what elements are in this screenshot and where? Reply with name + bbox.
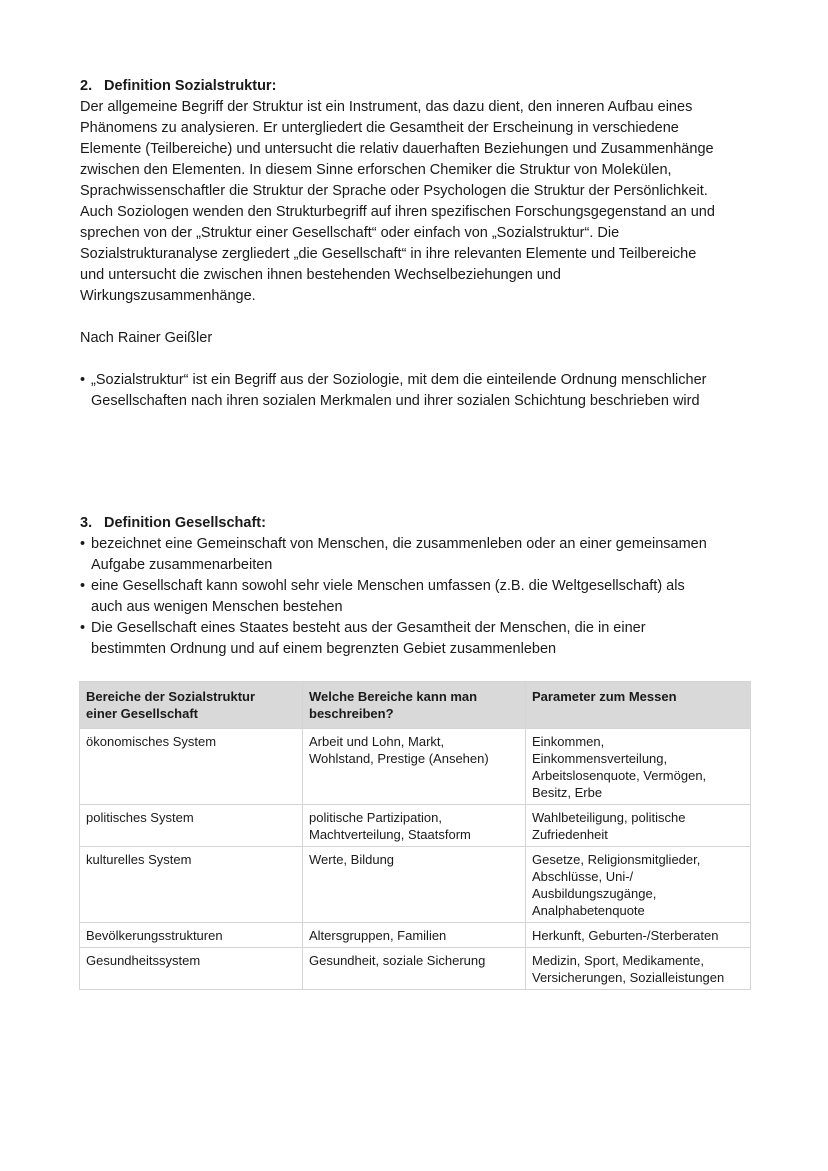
column-header-line: Welche Bereiche kann man — [309, 689, 478, 704]
table-row — [80, 923, 751, 948]
list-item-line: bestimmten Ordnung und auf einem begrenzten Gebiet zusammenleben — [91, 641, 557, 657]
cell-line: Altersgruppen, Familien — [309, 928, 447, 943]
paragraph-line: Der allgemeine Begriff der Struktur ist ein Instrument, das dazu dient, den inneren Aufbau eines — [80, 99, 693, 115]
section-sozialstruktur — [80, 76, 752, 412]
bullet-list — [80, 534, 752, 660]
table-row — [80, 805, 751, 847]
table-row — [80, 729, 751, 805]
cell-line: Gesundheitssystem — [86, 953, 201, 968]
column-header-line: beschreiben? — [309, 706, 394, 721]
table-cell — [303, 847, 526, 923]
list-item-line: • eine Gesellschaft kann sowohl sehr viele Menschen umfassen (z.B. die Weltgesellschaft) als — [91, 578, 685, 594]
table-cell — [80, 729, 303, 805]
section-gesellschaft — [80, 513, 752, 660]
cell-line: Bevölkerungsstrukturen — [86, 928, 223, 943]
list-item — [80, 576, 752, 618]
list-item-line: • Die Gesellschaft eines Staates besteht aus der Gesamtheit der Menschen, die in einer — [91, 620, 646, 636]
cell-line: Wahlbeteiligung, politische — [532, 810, 686, 825]
paragraph-line: Sprachwissenschaftler die Struktur der Sprache oder Psychologen die Struktur der Persönlichkeit. — [80, 183, 708, 199]
paragraph-line: Auch Soziologen wenden den Strukturbegriff auf ihren spezifischen Forschungsgegenstand an und — [80, 204, 715, 220]
list-item-line: Gesellschaften nach ihren sozialen Merkmalen und ihrer sozialen Schichtung beschrieben wird — [91, 393, 700, 409]
bullet-list — [80, 370, 752, 412]
cell-line: Gesetze, Religionsmitglieder, — [532, 852, 701, 867]
section-heading — [80, 513, 752, 534]
table-row — [80, 948, 751, 990]
table-row — [80, 847, 751, 923]
cell-line: Zufriedenheit — [532, 827, 608, 842]
cell-line: Ausbildungszugänge, — [532, 886, 657, 901]
list-item-line: • bezeichnet eine Gemeinschaft von Menschen, die zusammenleben oder an einer gemeinsamen — [91, 536, 707, 552]
list-item-line: • „Sozialstruktur“ ist ein Begriff aus der Soziologie, mit dem die einteilende Ordnung menschlicher — [91, 372, 707, 388]
cell-line: kulturelles System — [86, 852, 192, 867]
definition-paragraph — [80, 97, 752, 307]
cell-line: Arbeit und Lohn, Markt, — [309, 734, 445, 749]
author-attribution: Nach Rainer Geißler — [80, 330, 213, 346]
table-cell — [303, 923, 526, 948]
cell-line: Einkommen, — [532, 734, 605, 749]
table-cell — [80, 805, 303, 847]
cell-line: Arbeitslosenquote, Vermögen, — [532, 768, 707, 783]
paragraph-line: Wirkungszusammenhänge. — [80, 288, 256, 304]
list-item-line: Aufgabe zusammenarbeiten — [91, 557, 273, 573]
list-item-line: auch aus wenigen Menschen bestehen — [91, 599, 343, 615]
table-cell — [526, 923, 751, 948]
paragraph-line: und untersucht die zwischen ihnen bestehenden Wechselbeziehungen und — [80, 267, 561, 283]
table-cell — [303, 805, 526, 847]
table-cell — [80, 847, 303, 923]
list-item — [80, 618, 752, 660]
paragraph-line: Sozialstrukturanalyse zergliedert „die Gesellschaft“ in ihre relevanten Elemente und Teilbereiche — [80, 246, 697, 262]
cell-line: Besitz, Erbe — [532, 785, 603, 800]
section-title: Definition Gesellschaft: — [104, 515, 266, 531]
table-cell — [526, 847, 751, 923]
cell-line: Herkunft, Geburten-/Sterberaten — [532, 928, 719, 943]
table-header-row — [80, 682, 751, 729]
cell-line: Werte, Bildung — [309, 852, 395, 867]
cell-line: politische Partizipation, — [309, 810, 442, 825]
cell-line: Versicherungen, Sozialleistungen — [532, 970, 725, 985]
sozialstruktur-table — [79, 681, 751, 990]
section-heading — [80, 76, 752, 97]
cell-line: Einkommensverteilung, — [532, 751, 668, 766]
cell-line: ökonomisches System — [86, 734, 217, 749]
table-cell — [526, 948, 751, 990]
table-cell — [80, 948, 303, 990]
section-number: 3. — [80, 515, 93, 531]
table-cell — [80, 923, 303, 948]
column-header — [526, 682, 751, 729]
cell-line: Machtverteilung, Staatsform — [309, 827, 471, 842]
list-item — [80, 534, 752, 576]
column-header-line: einer Gesellschaft — [86, 706, 198, 721]
section-title: Definition Sozialstruktur: — [104, 78, 277, 94]
table-cell — [303, 729, 526, 805]
column-header-line: Bereiche der Sozialstruktur — [86, 689, 256, 704]
table-cell — [526, 729, 751, 805]
column-header — [303, 682, 526, 729]
paragraph-line: sprechen von der „Struktur einer Gesellschaft“ oder einfach von „Sozialstruktur“. Die — [80, 225, 620, 241]
cell-line: Abschlüsse, Uni-/ — [532, 869, 634, 884]
table-cell — [303, 948, 526, 990]
column-header — [80, 682, 303, 729]
section-number: 2. — [80, 78, 93, 94]
cell-line: politisches System — [86, 810, 194, 825]
list-item — [80, 370, 752, 412]
paragraph-line: Elemente (Teilbereiche) und untersucht die relativ dauerhaften Beziehungen und Zusammenhänge — [80, 141, 714, 157]
cell-line: Gesundheit, soziale Sicherung — [309, 953, 486, 968]
paragraph-line: zwischen den Elementen. In diesem Sinne erforschen Chemiker die Struktur von Molekülen, — [80, 162, 672, 178]
cell-line: Analphabetenquote — [532, 903, 645, 918]
cell-line: Wohlstand, Prestige (Ansehen) — [309, 751, 489, 766]
cell-line: Medizin, Sport, Medikamente, — [532, 953, 704, 968]
table-cell — [526, 805, 751, 847]
column-header-line: Parameter zum Messen — [532, 689, 677, 704]
paragraph-line: Phänomens zu analysieren. Er untergliedert die Gesamtheit der Erscheinung in verschiedene — [80, 120, 679, 136]
